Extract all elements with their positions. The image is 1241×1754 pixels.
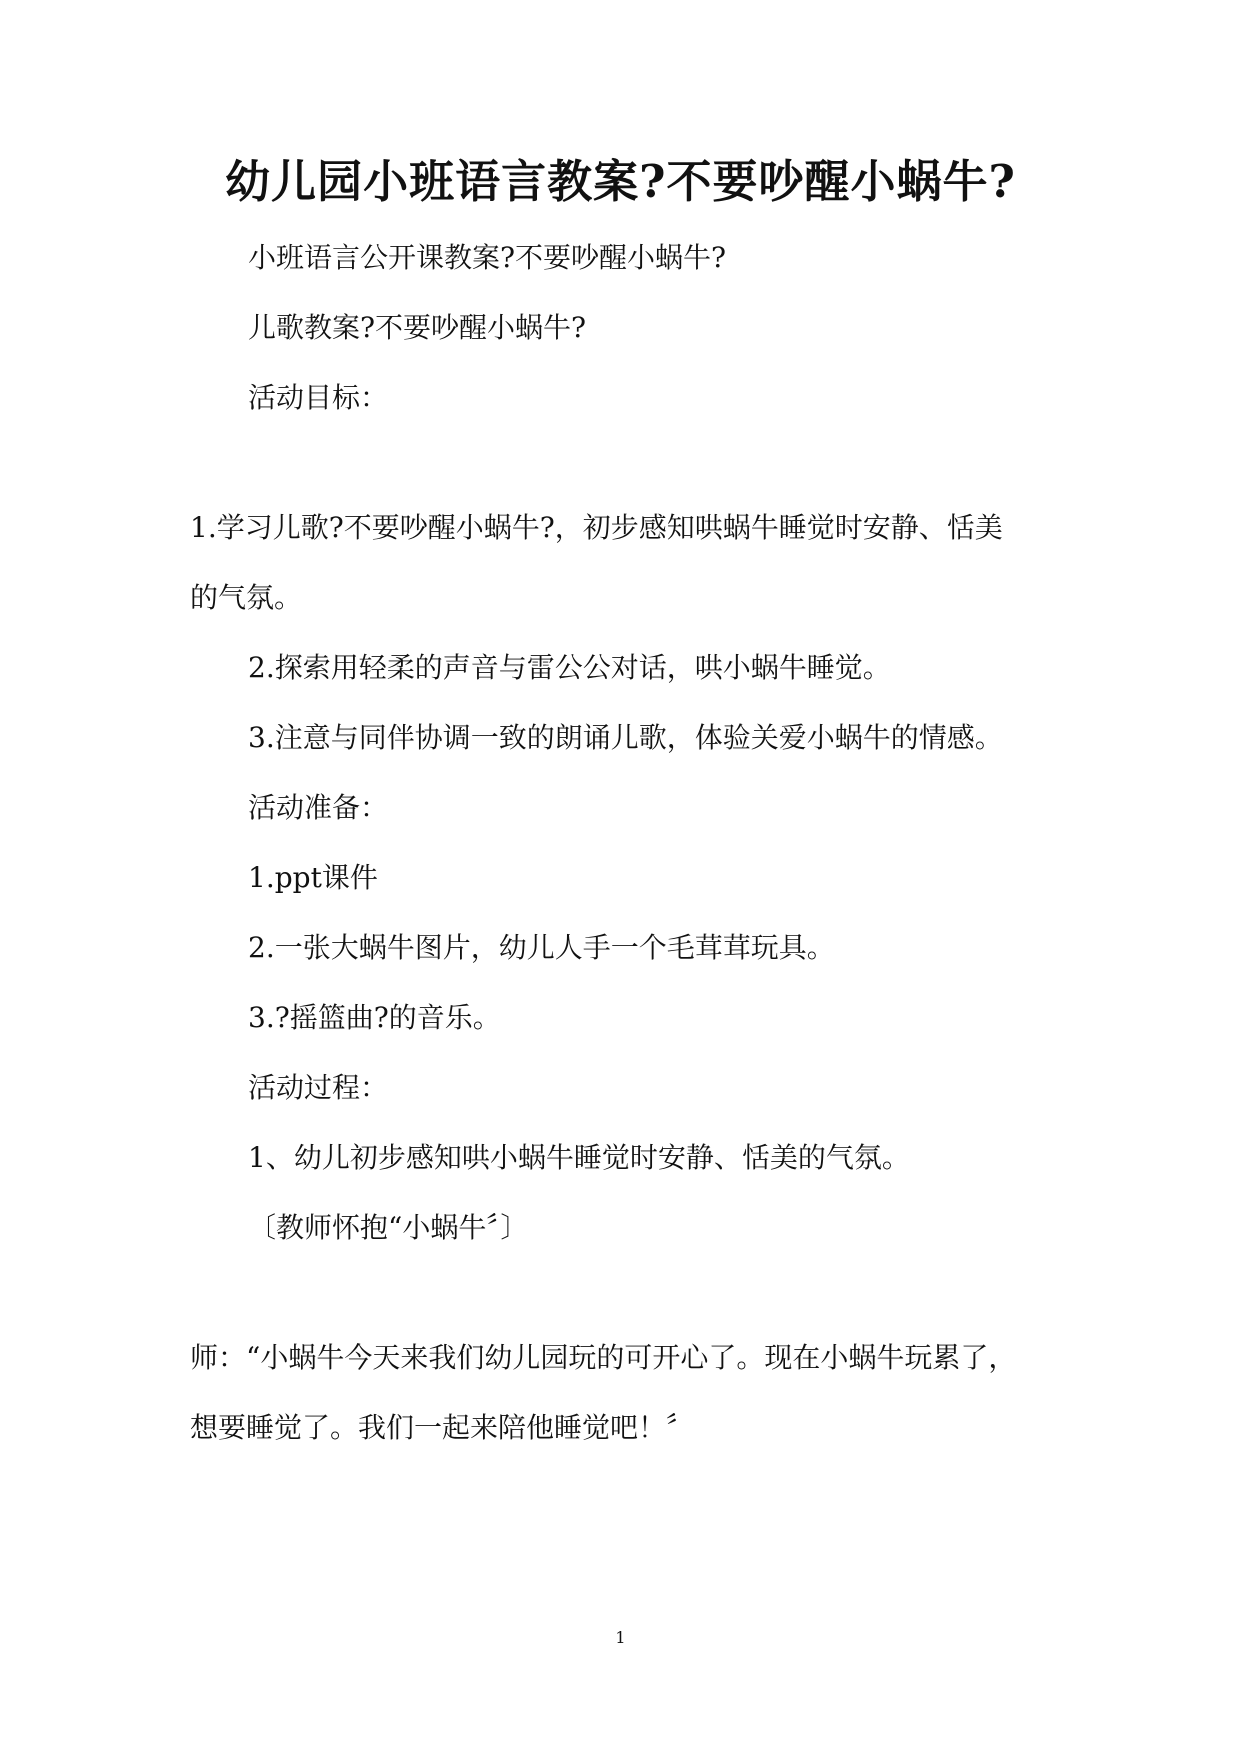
paragraph-line: 师：“小蜗牛今天来我们幼儿园玩的可开心了。现在小蜗牛玩累了， xyxy=(190,1341,1017,1374)
paragraph-line: 3.注意与同伴协调一致的朗诵儿歌，体验关爱小蜗牛的情感。 xyxy=(248,721,1003,754)
section-heading-goals: 活动目标： xyxy=(248,381,389,414)
section-heading-process: 活动过程： xyxy=(248,1071,389,1104)
paragraph-line: 2.探索用轻柔的声音与雷公公对话，哄小蜗牛睡觉。 xyxy=(248,651,891,684)
paragraph-line: 想要睡觉了。我们一起来陪他睡觉吧！〞 xyxy=(190,1411,695,1444)
paragraph-line: 2.一张大蜗牛图片，幼儿人手一个毛茸茸玩具。 xyxy=(248,931,835,964)
paragraph-line: 的气氛。 xyxy=(190,581,303,614)
paragraph-line: 1.学习儿歌?不要吵醒小蜗牛?，初步感知哄蜗牛睡觉时安静、恬美 xyxy=(190,511,1003,544)
subtitle-line: 儿歌教案?不要吵醒小蜗牛? xyxy=(248,311,587,344)
subtitle-line: 小班语言公开课教案?不要吵醒小蜗牛? xyxy=(248,241,727,274)
section-heading-preparation: 活动准备： xyxy=(248,791,389,824)
paragraph-line: 1.ppt课件 xyxy=(248,861,378,894)
paragraph-line: 1、幼儿初步感知哄小蜗牛睡觉时安静、恬美的气氛。 xyxy=(248,1141,910,1174)
document-title: 幼儿园小班语言教案?不要吵醒小蜗牛? xyxy=(225,155,1016,208)
paragraph-line: 〔教师怀抱“小蜗牛〞〕 xyxy=(248,1211,529,1244)
page-number: 1 xyxy=(615,1628,626,1647)
paragraph-line: 3.?摇篮曲?的音乐。 xyxy=(248,1001,501,1034)
